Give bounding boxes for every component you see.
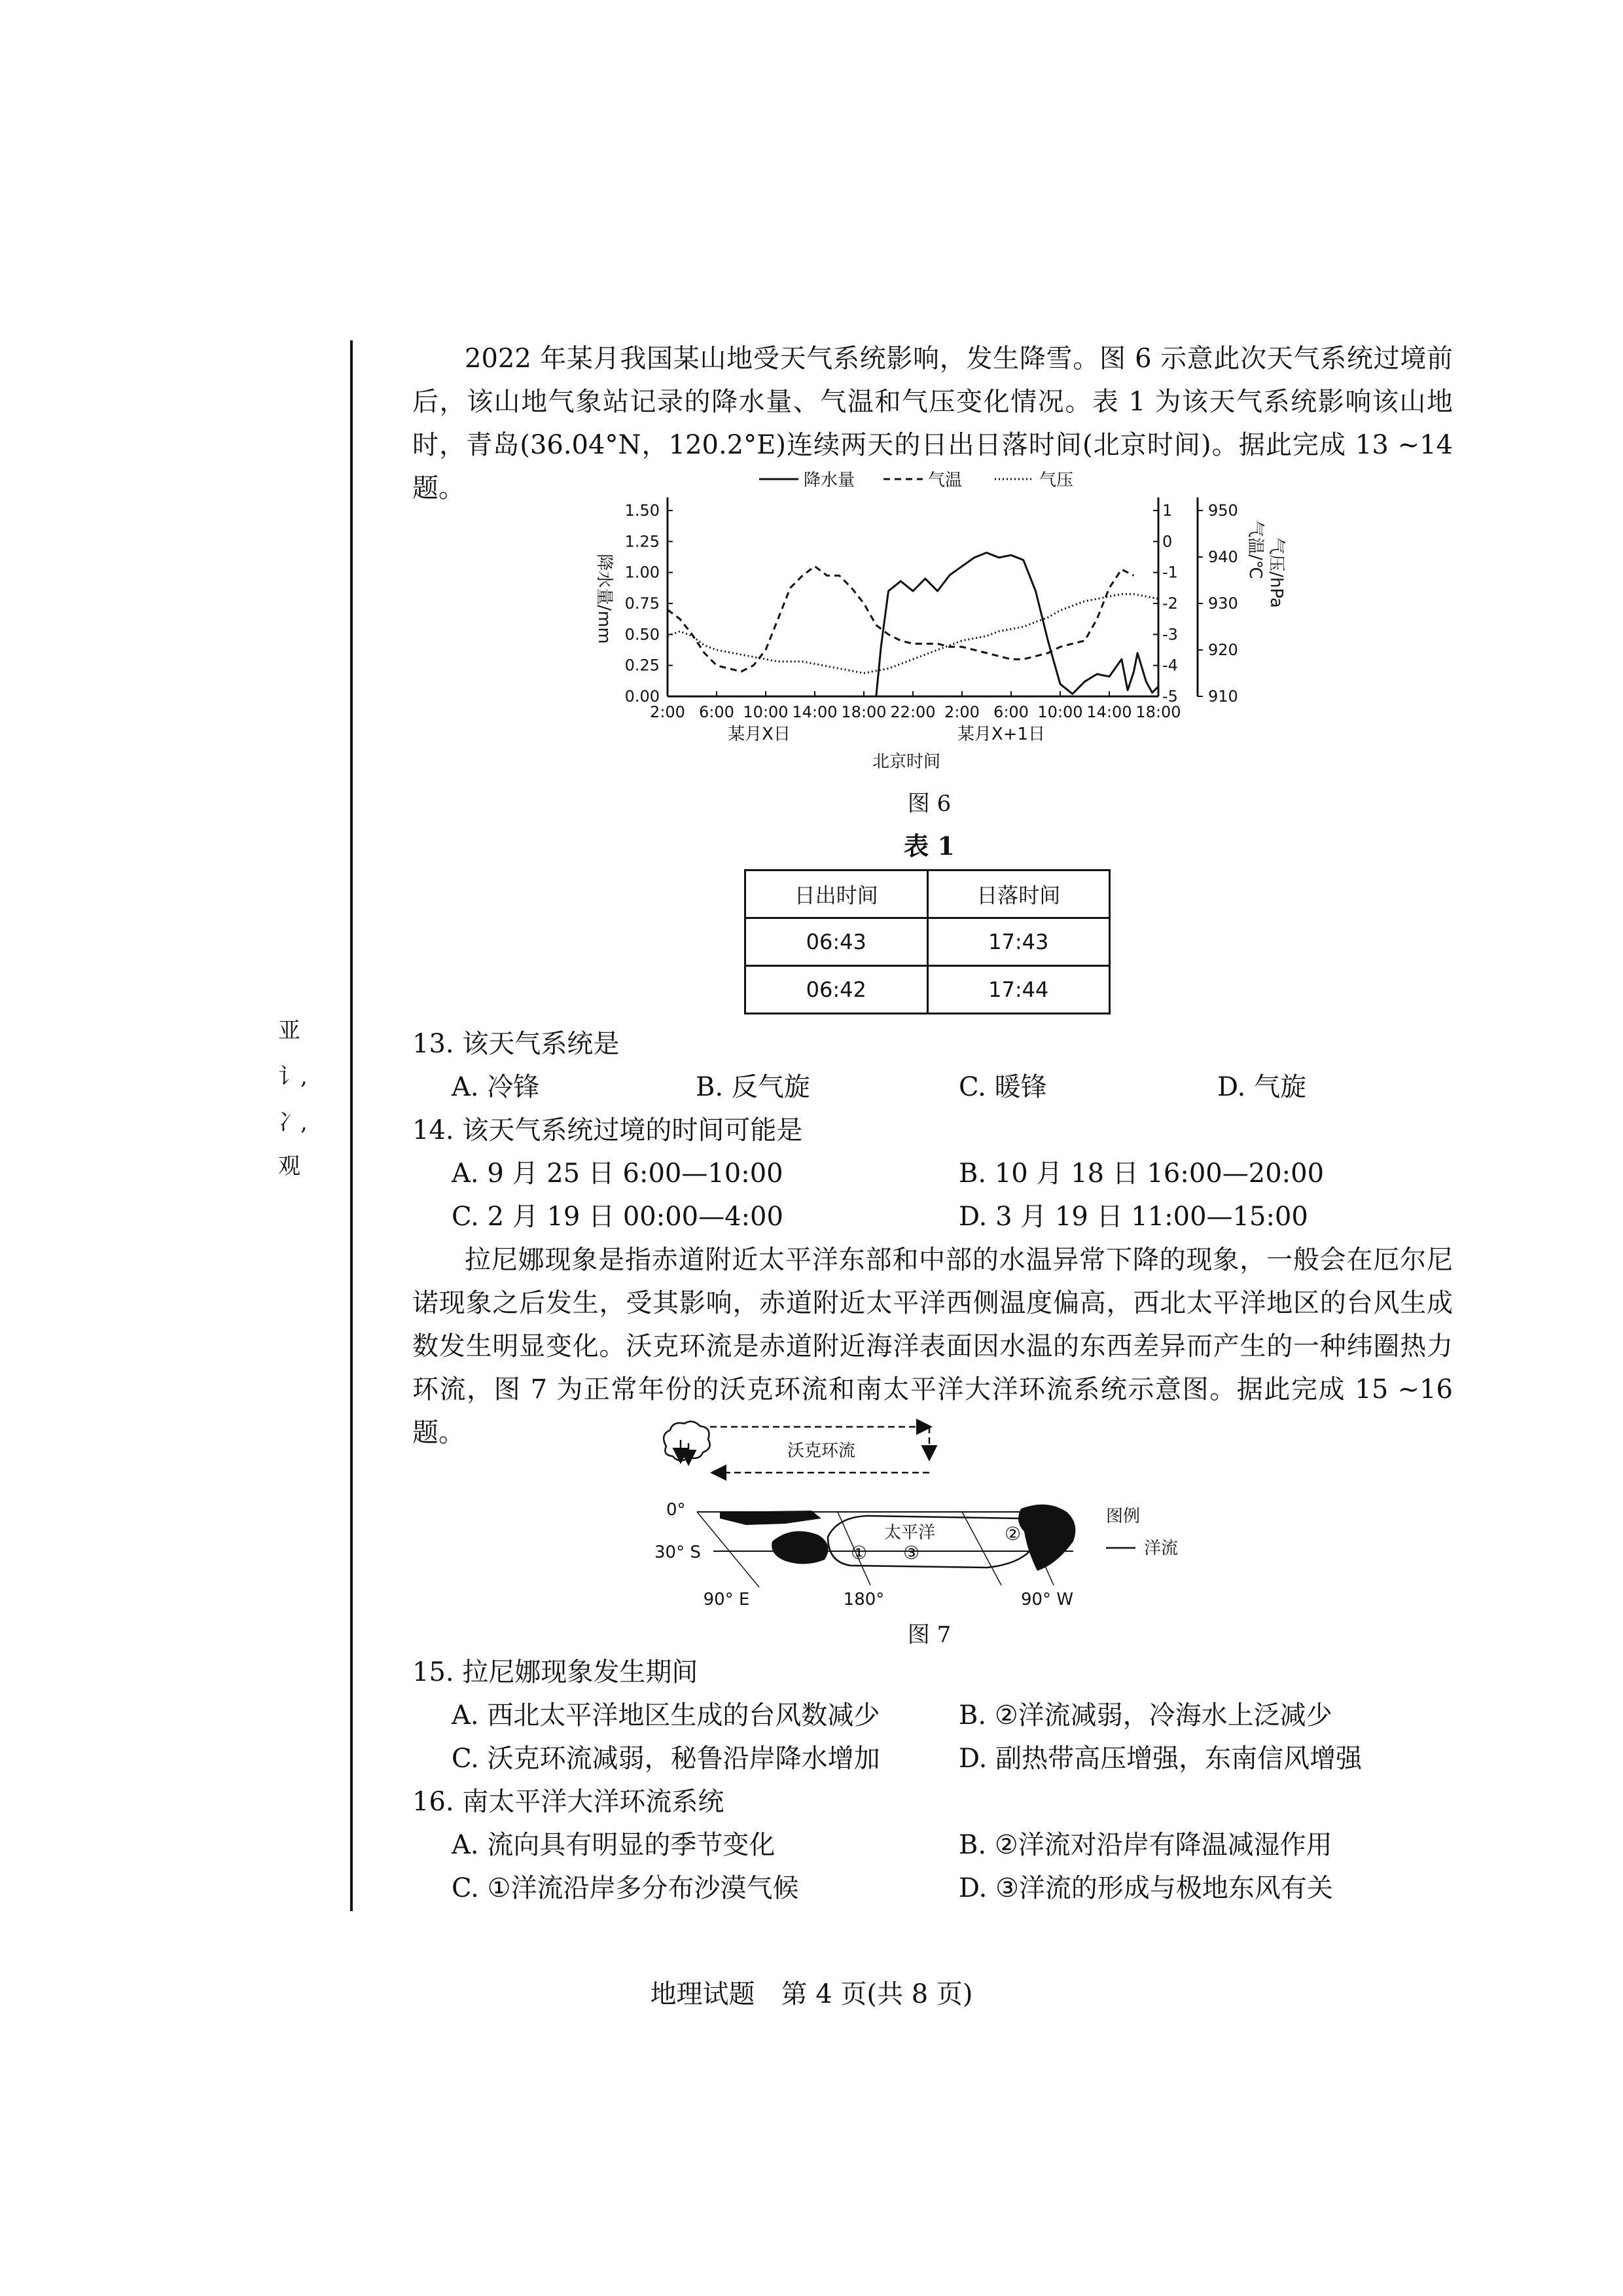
legend-label: 降水量 [804, 471, 855, 490]
x-tick-label: 2:00 [650, 703, 685, 721]
q13-option-b: B. 反气旋 [696, 1072, 810, 1102]
margin-mark: 亚 [278, 1018, 300, 1044]
figure6-chart [576, 465, 1315, 772]
legend-label: 气温 [928, 471, 963, 490]
series-line-pressure [668, 594, 1158, 673]
lat-label-30s: 30° S [654, 1543, 701, 1562]
x-tick-label: 18:00 [1135, 703, 1181, 721]
current-mark-2: ② [1005, 1523, 1022, 1545]
q14-option-b: B. 10 月 18 日 16:00—20:00 [959, 1158, 1325, 1189]
lon-label-90e: 90° E [703, 1590, 750, 1609]
q15-option-c: C. 沃克环流减弱，秘鲁沿岸降水增加 [452, 1744, 880, 1774]
precip-tick-label: 0.25 [624, 656, 660, 675]
q15-option-a: A. 西北太平洋地区生成的台风数减少 [452, 1700, 880, 1731]
fig7-legend-item: 洋流 [1144, 1539, 1179, 1558]
q13-option-c: C. 暖锋 [959, 1072, 1047, 1102]
margin-mark: 讠, [278, 1064, 308, 1090]
binding-line [350, 340, 353, 1911]
table-cell: 17:44 [927, 966, 1110, 1014]
precip-tick-label: 0.75 [624, 594, 660, 613]
x-tick-label: 22:00 [890, 703, 936, 721]
x-tick-label: 2:00 [944, 703, 980, 721]
lon-label-90w: 90° W [1020, 1590, 1074, 1609]
series-line-precip [876, 552, 1158, 696]
q13-option-a: A. 冷锋 [452, 1072, 540, 1102]
figure6-caption: 图 6 [907, 791, 952, 817]
intro-13-14: 2022 年某月我国某山地受天气系统影响，发生降雪。图 6 示意此次天气系统过境前后，该山地气象站记录的降水量、气温和气压变化情况。表 1 为该天气系统影响该山地时，青岛(36.04°N，120.2°E)连续两天的日出日落时间(北京时间)。据此完成 13 ~14 题。 [412, 344, 1453, 503]
fig7-legend-title: 图例 [1106, 1507, 1141, 1526]
q13-stem: 13. 该天气系统是 [412, 1029, 620, 1059]
q16-option-b: B. ②洋流对沿岸有降温减湿作用 [959, 1830, 1332, 1860]
pressure-axis-title: 气压/hPa [1266, 537, 1286, 608]
q14-option-c: C. 2 月 19 日 00:00—4:00 [452, 1202, 783, 1232]
q14-stem: 14. 该天气系统过境的时间可能是 [412, 1115, 803, 1145]
q16-option-a: A. 流向具有明显的季节变化 [452, 1830, 776, 1860]
temp-tick-label: 0 [1162, 532, 1173, 551]
intro-15-16: 拉尼娜现象是指赤道附近太平洋东部和中部的水温异常下降的现象，一般会在厄尔尼诺现象之后发生，受其影响，赤道附近太平洋西侧温度偏高，西北太平洋地区的台风生成数发生明显变化。沃克环流是赤道附近海洋表面因水温的东西差异而产生的一种纬圈热力环流，图 7 为正常年份的沃克环流和南太平洋大洋环流系统示意图。据此完成 15 ~16 题。 [412, 1245, 1453, 1448]
table-header: 日落时间 [927, 870, 1110, 918]
lon-label-180: 180° [843, 1590, 885, 1609]
pressure-tick-label: 940 [1208, 548, 1238, 566]
asia-australia-land [720, 1511, 821, 1525]
table-cell: 06:42 [745, 966, 928, 1014]
table-header: 日出时间 [745, 870, 928, 918]
south-america-land [1018, 1505, 1075, 1571]
australia-land [772, 1531, 828, 1564]
x-tick-label: 18:00 [841, 703, 887, 721]
pressure-tick-label: 930 [1208, 594, 1238, 613]
x-tick-label: 10:00 [743, 703, 789, 721]
precip-tick-label: 0.50 [624, 625, 660, 644]
precip-tick-label: 1.25 [624, 532, 660, 551]
precip-tick-label: 1.50 [624, 501, 660, 520]
lat-label-0: 0° [666, 1500, 686, 1520]
temp-tick-label: -1 [1162, 563, 1178, 582]
q13-option-d: D. 气旋 [1217, 1072, 1307, 1102]
table1-caption: 表 1 [904, 831, 955, 861]
current-mark-3: ③ [903, 1542, 920, 1564]
x-tick-label: 6:00 [993, 703, 1029, 721]
table-cell: 17:43 [927, 918, 1110, 966]
x-tick-label: 10:00 [1037, 703, 1083, 721]
walker-label: 沃克环流 [787, 1441, 856, 1461]
precip-axis-title: 降水量/mm [594, 554, 614, 644]
temp-tick-label: -3 [1162, 625, 1178, 644]
legend-label: 气压 [1039, 471, 1074, 490]
ocean-label: 太平洋 [883, 1523, 936, 1543]
precip-tick-label: 0.00 [624, 687, 660, 706]
temp-tick-label: 1 [1162, 501, 1173, 520]
table-row [745, 918, 1110, 966]
x-tick-label: 14:00 [1086, 703, 1132, 721]
q16-stem: 16. 南太平洋大洋环流系统 [412, 1787, 724, 1817]
margin-mark: 观 [278, 1153, 300, 1179]
cloud-icon [664, 1422, 710, 1461]
table-cell: 06:43 [745, 918, 928, 966]
pressure-tick-label: 920 [1208, 641, 1238, 659]
q16-option-c: C. ①洋流沿岸多分布沙漠气候 [452, 1873, 799, 1903]
x-tick-label: 6:00 [699, 703, 734, 721]
day-label-1: 某月X日 [728, 725, 791, 744]
q14-option-d: D. 3 月 19 日 11:00—15:00 [959, 1202, 1308, 1232]
page-footer: 地理试题 第 4 页(共 8 页) [650, 1979, 973, 2009]
temp-tick-label: -4 [1162, 656, 1178, 675]
q15-stem: 15. 拉尼娜现象发生期间 [412, 1657, 698, 1687]
x-tick-label: 14:00 [792, 703, 838, 721]
q15-option-d: D. 副热带高压增强，东南信风增强 [959, 1744, 1363, 1774]
table1 [744, 869, 1111, 1014]
q14-option-a: A. 9 月 25 日 6:00—10:00 [452, 1158, 783, 1189]
margin-mark: 冫, [278, 1109, 308, 1136]
temp-axis-title: 气温/℃ [1245, 520, 1265, 579]
chart-legend [759, 471, 1073, 490]
figure7-diagram [654, 1414, 1217, 1610]
figure7-caption: 图 7 [907, 1622, 952, 1648]
current-mark-1: ① [851, 1542, 868, 1564]
temp-tick-label: -2 [1162, 594, 1178, 613]
pressure-tick-label: 910 [1208, 687, 1238, 706]
x-axis-title: 北京时间 [872, 752, 941, 772]
table-row [745, 966, 1110, 1014]
precip-tick-label: 1.00 [624, 563, 660, 582]
pressure-tick-label: 950 [1208, 501, 1238, 520]
q15-option-b: B. ②洋流减弱，冷海水上泛减少 [959, 1700, 1332, 1731]
q16-option-d: D. ③洋流的形成与极地东风有关 [959, 1873, 1333, 1903]
day-label-2: 某月X+1日 [957, 725, 1046, 744]
temp-tick-label: -5 [1162, 687, 1178, 706]
